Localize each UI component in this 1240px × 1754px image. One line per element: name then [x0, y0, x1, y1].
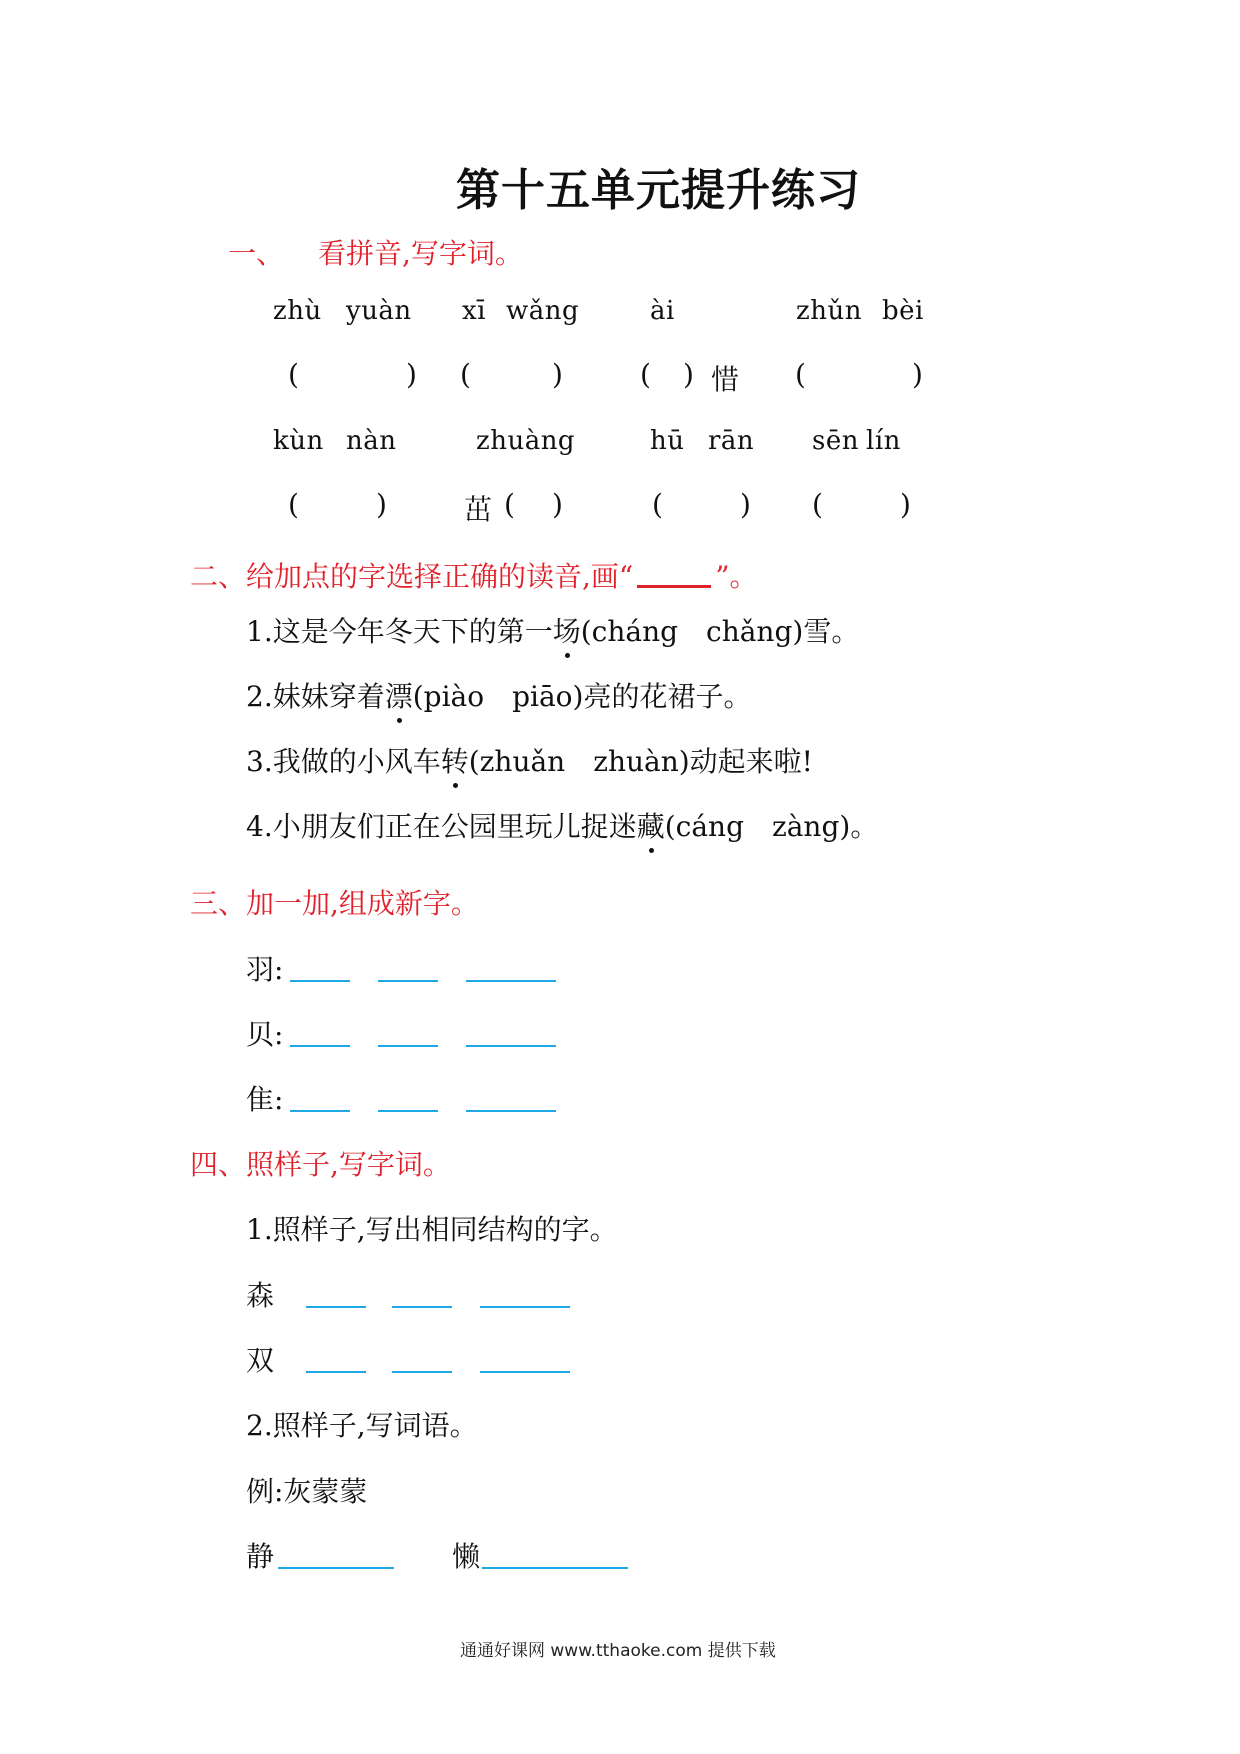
section-2-heading: [190, 555, 758, 595]
question-text: 3.我做的小风车: [246, 745, 441, 778]
answer-paren-open: (: [795, 358, 806, 391]
answer-paren-open: (: [640, 358, 651, 391]
dotted-character: 场: [553, 610, 581, 650]
answer-paren-open: (: [288, 488, 299, 521]
underline-sample: [637, 585, 711, 588]
section-3-heading: 三、加一加,组成新字。: [190, 887, 479, 920]
answer-paren-close: ): [683, 358, 694, 391]
given-character: 惜: [711, 363, 740, 396]
footer-source: 通通好课网 www.tthaoke.com 提供下载: [460, 1641, 776, 1661]
answer-paren-close: ): [912, 358, 923, 391]
example-character: 森: [246, 1279, 275, 1312]
example-character: 双: [246, 1344, 275, 1377]
pinyin-label: yuàn: [346, 296, 412, 326]
dotted-character: 转: [441, 740, 469, 780]
answer-line[interactable]: [466, 1045, 556, 1047]
answer-paren-close: ): [552, 488, 563, 521]
answer-line[interactable]: [378, 1110, 438, 1112]
question-text: 1.这是今年冬天下的第一: [246, 615, 553, 648]
answer-paren-open: (: [652, 488, 663, 521]
section-4-heading: 四、照样子,写字词。: [190, 1148, 451, 1181]
question-item: [246, 675, 751, 715]
pinyin-label: ài: [650, 296, 675, 326]
answer-line[interactable]: [290, 1045, 350, 1047]
answer-paren-close: ): [740, 488, 751, 521]
question-item: [246, 805, 878, 845]
answer-line[interactable]: [278, 1567, 394, 1569]
pinyin-label: kùn: [273, 426, 324, 456]
answer-paren-close: ): [376, 488, 387, 521]
answer-line[interactable]: [306, 1371, 366, 1373]
pinyin-label: lín: [866, 426, 901, 456]
section-2-heading-text: 二、给加点的字选择正确的读音,画“: [190, 560, 634, 593]
answer-line[interactable]: [378, 1045, 438, 1047]
pinyin-label: bèi: [882, 296, 924, 326]
answer-line[interactable]: [482, 1567, 628, 1569]
answer-line[interactable]: [290, 980, 350, 982]
answer-line[interactable]: [480, 1371, 570, 1373]
question-text: 4.小朋友们正在公园里玩儿捉迷: [246, 810, 637, 843]
question-item: [246, 740, 813, 780]
radical-label: 隹:: [246, 1083, 284, 1116]
answer-line[interactable]: [466, 1110, 556, 1112]
page-title: 第十五单元提升练习: [456, 165, 861, 216]
answer-paren-close: ): [406, 358, 417, 391]
reading-options: (zhuǎn zhuàn)动起来啦!: [468, 745, 813, 778]
answer-line[interactable]: [378, 980, 438, 982]
answer-paren-open: (: [460, 358, 471, 391]
radical-label: 贝:: [246, 1018, 284, 1051]
pinyin-label: wǎng: [506, 296, 580, 326]
answer-line[interactable]: [480, 1306, 570, 1308]
pinyin-label: rān: [708, 426, 755, 456]
dotted-character: 藏: [637, 805, 665, 845]
pinyin-label: zhù: [273, 296, 322, 326]
sub-question-1: 1.照样子,写出相同结构的字。: [246, 1213, 618, 1246]
pinyin-label: nàn: [346, 426, 397, 456]
prompt-character: 静: [246, 1540, 275, 1573]
reading-options: (piào piāo)亮的花裙子。: [412, 680, 752, 713]
dotted-character: 漂: [385, 675, 413, 715]
example-word: 例:灰蒙蒙: [246, 1475, 368, 1508]
pinyin-label: sēn: [812, 426, 859, 456]
answer-line[interactable]: [392, 1371, 452, 1373]
section-1-number: 一、: [228, 237, 285, 270]
pinyin-label: zhǔn: [796, 296, 862, 326]
section-2-heading-end: ”。: [715, 560, 758, 593]
answer-paren-open: (: [812, 488, 823, 521]
radical-label: 羽:: [246, 953, 284, 986]
pinyin-label: hū: [650, 426, 685, 456]
answer-paren-close: ): [552, 358, 563, 391]
question-text: 2.妹妹穿着: [246, 680, 385, 713]
section-1-heading: 看拼音,写字词。: [318, 237, 523, 270]
answer-paren-close: ): [900, 488, 911, 521]
sub-question-2: 2.照样子,写词语。: [246, 1409, 478, 1442]
pinyin-label: zhuàng: [476, 426, 576, 456]
answer-paren-open: (: [504, 488, 515, 521]
answer-line[interactable]: [306, 1306, 366, 1308]
given-character: 茁: [464, 493, 493, 526]
answer-paren-open: (: [288, 358, 299, 391]
prompt-character: 懒: [452, 1540, 481, 1573]
answer-line[interactable]: [392, 1306, 452, 1308]
reading-options: (cháng chǎng)雪。: [580, 615, 860, 648]
answer-line[interactable]: [466, 980, 556, 982]
answer-line[interactable]: [290, 1110, 350, 1112]
reading-options: (cáng zàng)。: [664, 810, 879, 843]
pinyin-label: xī: [462, 296, 486, 326]
question-item: [246, 610, 859, 650]
